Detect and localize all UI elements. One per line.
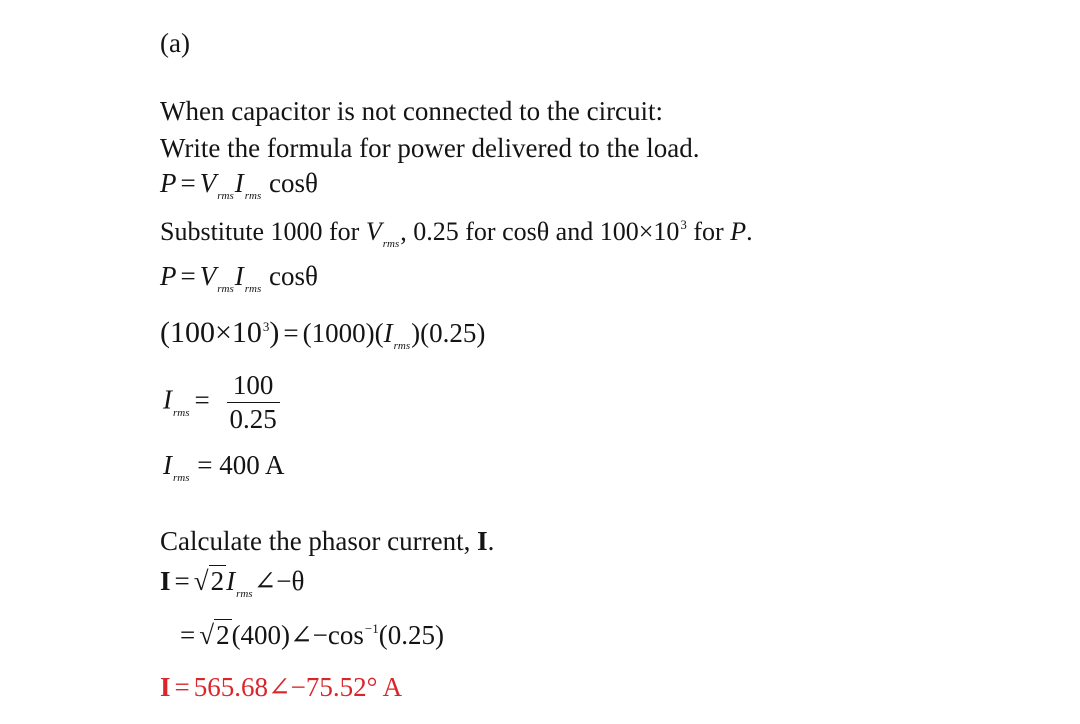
- step2-line: Calculate the phasor current, I.: [160, 526, 495, 556]
- power-formula-2: $P = V_{rms}I_{rms}$ cosθ: [160, 261, 318, 295]
- sqrt-sign: √: [199, 620, 215, 650]
- fraction-denominator: 0.25: [229, 404, 277, 434]
- power-formula-1: $P = V_{rms}I_{rms}$ cosθ: [160, 168, 318, 202]
- irms-result: $I_{rms} = 400$ A: [163, 450, 285, 484]
- step1-line: Write the formula for power delivered to the load.: [160, 133, 700, 163]
- fraction-numerator: 100: [227, 372, 280, 403]
- part-label: (a): [160, 28, 190, 58]
- substitute-line: Substitute 1000 for $V_{rms}$, 0.25 for cosθ and $100\times 10^3$ for P.: [160, 217, 753, 250]
- fraction: [227, 372, 280, 433]
- intro-line: When capacitor is not connected to the circuit:: [160, 96, 664, 126]
- final-result: I = 565.68∠−75.52° A: [160, 672, 403, 702]
- irms-fraction-equation: $I_{rms}$ = $\frac{100}{0.25}$: [163, 372, 280, 433]
- phasor-formula: $I = √2I_{rms}\angle-\theta$: [160, 566, 305, 600]
- sqrt-sign: √: [193, 566, 209, 596]
- substituted-equation: $(100\times 10^3) = (1000)(I_{rms})(0.25)$: [160, 316, 486, 352]
- phasor-substituted: = $√2(400)\angle-\cos^{-1}(0.25)$: [180, 620, 444, 650]
